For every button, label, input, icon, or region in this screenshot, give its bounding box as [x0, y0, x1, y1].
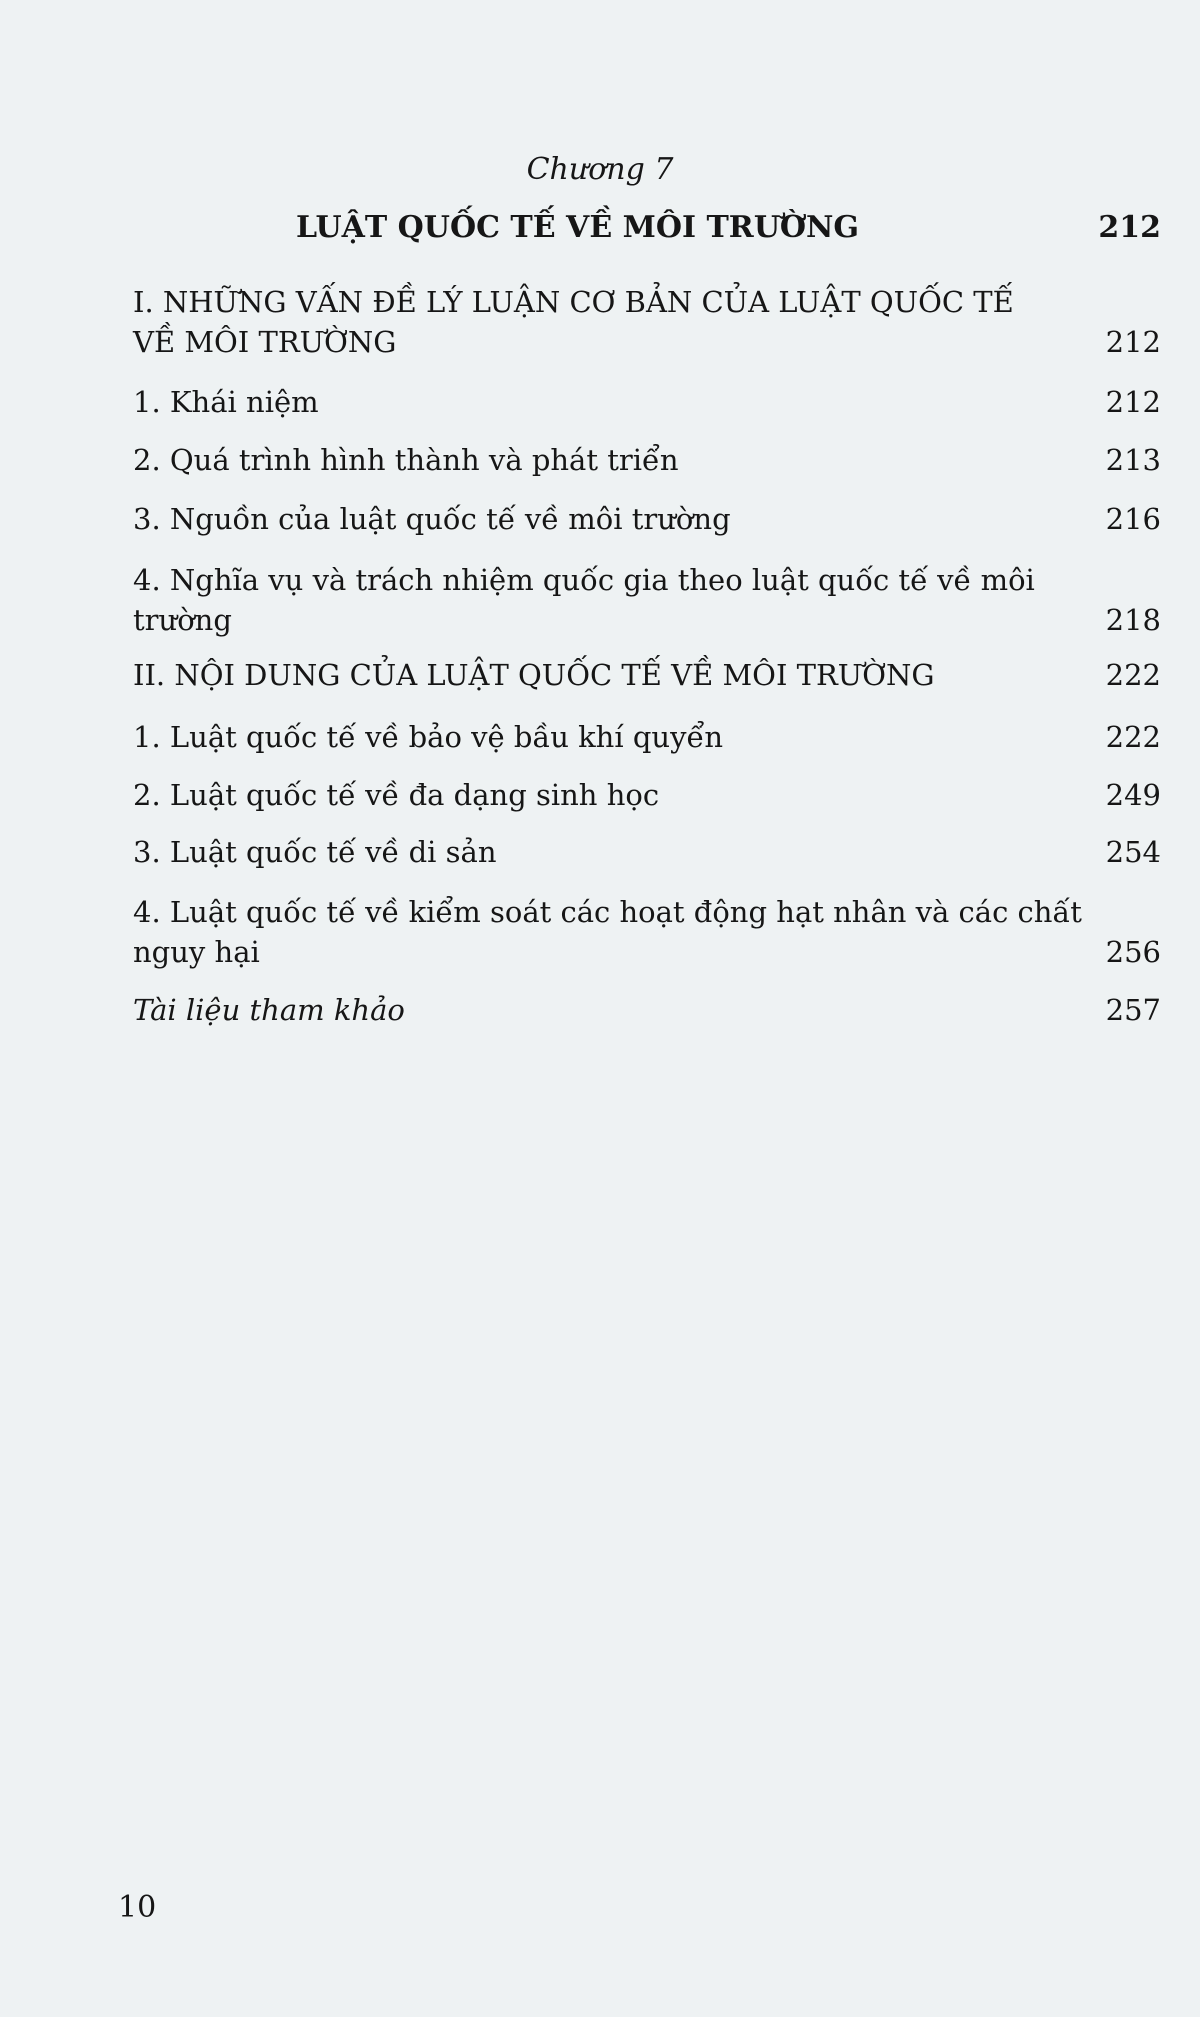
toc-entry-section-2	[133, 658, 1161, 692]
toc-entry-text: 3. Nguồn của luật quốc tế về môi trường	[133, 502, 731, 536]
toc-entry-text: 4. Luật quốc tế về kiểm soát các hoạt động hạt nhân và các chất	[133, 895, 1082, 929]
toc-entry-text: 4. Nghĩa vụ và trách nhiệm quốc gia theo luật quốc tế về môi	[133, 563, 1035, 597]
toc-entry-1-3	[133, 502, 1161, 536]
toc-entry-page: 218	[1105, 603, 1161, 637]
toc-entry-2-4-cont	[133, 935, 1161, 969]
toc-entry-page: 216	[1105, 502, 1161, 536]
toc-entry-2-3	[133, 835, 1161, 869]
toc-entry-text: nguy hại	[133, 935, 260, 969]
toc-entry-page: 254	[1105, 835, 1161, 869]
toc-entry-1-4-cont	[133, 603, 1161, 637]
toc-entry-text: VỀ MÔI TRƯỜNG	[133, 325, 397, 359]
chapter-title-page: 212	[1098, 210, 1161, 245]
toc-entry-text: 3. Luật quốc tế về di sản	[133, 835, 497, 869]
toc-entry-text: I. NHỮNG VẤN ĐỀ LÝ LUẬN CƠ BẢN CỦA LUẬT QUỐC TẾ	[133, 285, 1014, 319]
toc-entry-1-1	[133, 385, 1161, 419]
toc-entry-1-4	[133, 563, 1161, 597]
toc-entry-section-1	[133, 285, 1161, 319]
toc-entry-2-2	[133, 778, 1161, 812]
toc-entry-1-2	[133, 443, 1161, 477]
toc-entry-page: 222	[1105, 658, 1161, 692]
toc-entry-page: 213	[1105, 443, 1161, 477]
toc-entry-text: 1. Khái niệm	[133, 385, 319, 419]
toc-entry-2-4	[133, 895, 1161, 929]
toc-entry-page: 212	[1105, 385, 1161, 419]
chapter-label: Chương 7	[526, 152, 674, 187]
chapter-title: LUẬT QUỐC TẾ VỀ MÔI TRƯỜNG	[296, 210, 860, 245]
toc-entry-page: 256	[1105, 935, 1161, 969]
toc-entry-page: 222	[1105, 720, 1161, 754]
toc-entry-text: 2. Luật quốc tế về đa dạng sinh học	[133, 778, 660, 812]
toc-entry-page: 257	[1105, 993, 1161, 1027]
toc-entry-text: 1. Luật quốc tế về bảo vệ bầu khí quyển	[133, 720, 723, 754]
toc-entry-text: Tài liệu tham khảo	[133, 993, 405, 1027]
toc-entry-references	[133, 993, 1161, 1027]
toc-entry-text: trường	[133, 603, 232, 637]
toc-entry-page: 249	[1105, 778, 1161, 812]
toc-entry-text: II. NỘI DUNG CỦA LUẬT QUỐC TẾ VỀ MÔI TRƯỜNG	[133, 658, 935, 692]
toc-entry-page: 212	[1105, 325, 1161, 359]
page-number: 10	[118, 1890, 157, 1925]
toc-entry-2-1	[133, 720, 1161, 754]
toc-entry-section-1-cont	[133, 325, 1161, 359]
chapter-title-row	[133, 210, 1161, 245]
toc-entry-text: 2. Quá trình hình thành và phát triển	[133, 443, 679, 477]
